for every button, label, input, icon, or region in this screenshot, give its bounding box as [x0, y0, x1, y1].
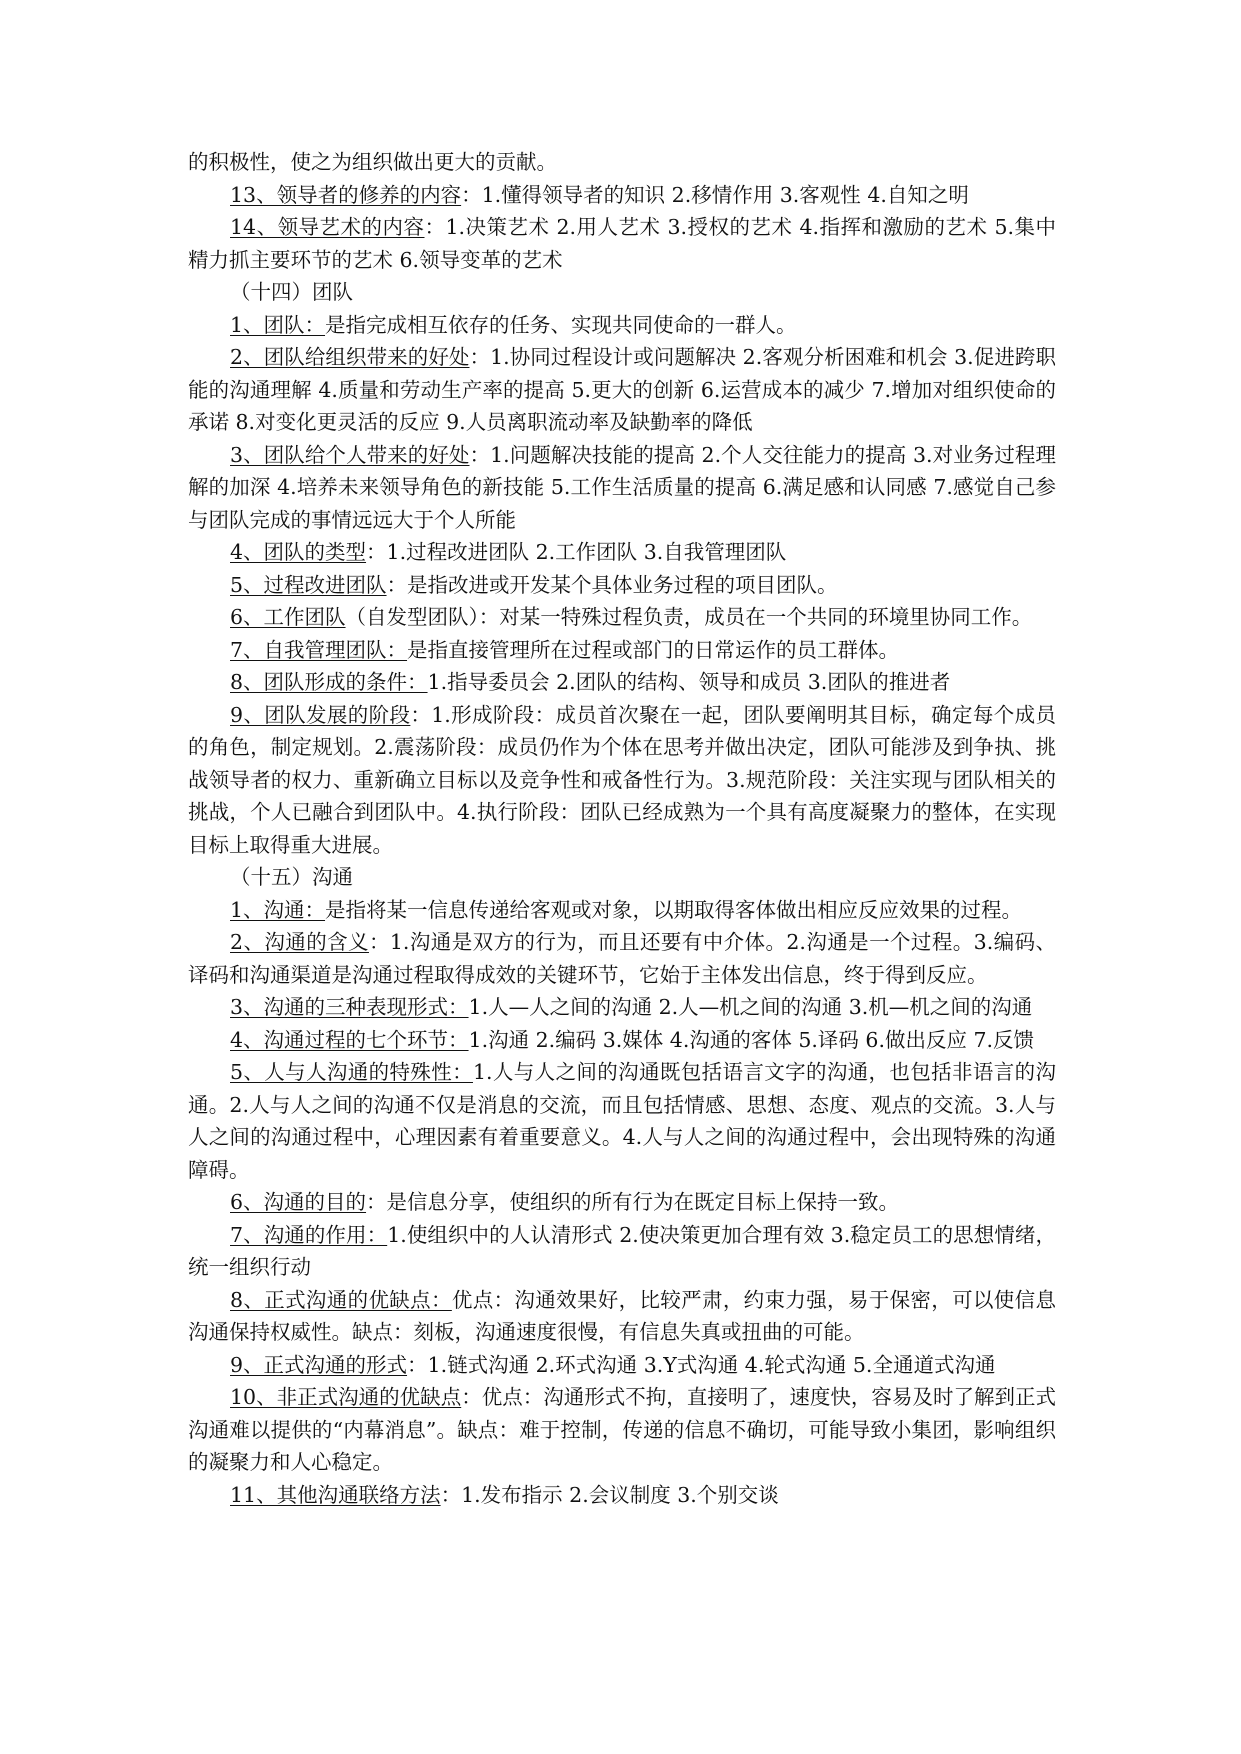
paragraph-text: （十四）团队: [230, 280, 353, 304]
section-heading: [188, 861, 1056, 894]
paragraph: [188, 1349, 1056, 1382]
section-heading: [188, 276, 1056, 309]
paragraph-term: 3、团队给个人带来的好处: [230, 442, 470, 467]
paragraph-text: 的积极性，使之为组织做出更大的贡献。: [188, 150, 557, 174]
paragraph: [188, 634, 1056, 667]
paragraph-term: 14、领导艺术的内容: [230, 215, 425, 239]
paragraph-term: 4、沟通过程的七个环节：: [230, 1027, 469, 1052]
paragraph: [188, 569, 1056, 602]
paragraph-text: 1.沟通 2.编码 3.媒体 4.沟通的客体 5.译码 6.做出反应 7.反馈: [468, 1027, 1035, 1052]
paragraph: [188, 666, 1056, 699]
paragraph-term: 3、沟通的三种表现形式：: [230, 995, 469, 1019]
paragraph: [188, 211, 1056, 276]
paragraph-text: ：是指改进或开发某个具体业务过程的项目团队。: [386, 572, 838, 597]
paragraph-text: 优点：沟通效果好，比较严肃，约束力强，易于保密，可以使信息沟通保持权威性。缺点：刻板，沟通速度很慢，有信息失真或扭曲的可能。: [188, 1287, 1057, 1344]
paragraph-text: 是指完成相互依存的任务、实现共同使命的一群人。: [325, 312, 797, 337]
paragraph: [188, 341, 1056, 439]
paragraph: [188, 146, 1056, 179]
paragraph-text: ：1.沟通是双方的行为，而且还要有中介体。2.沟通是一个过程。3.编码、译码和沟通渠道是沟通过程取得成效的关键环节，它始于主体发出信息，终于得到反应。: [188, 930, 1056, 987]
paragraph: [188, 1479, 1056, 1512]
paragraph-term: 13、领导者的修养的内容: [230, 182, 462, 207]
paragraph-term: 9、团队发展的阶段: [230, 702, 411, 727]
paragraph: [188, 1284, 1056, 1349]
paragraph-text: ：1.过程改进团队 2.工作团队 3.自我管理团队: [366, 540, 787, 564]
paragraph: [188, 1219, 1056, 1284]
paragraph-term: 1、团队：: [230, 312, 326, 337]
paragraph: [188, 309, 1056, 342]
paragraph-term: 4、团队的类型: [230, 540, 367, 564]
paragraph: [188, 1381, 1056, 1479]
paragraph: [188, 1056, 1056, 1186]
paragraph-text: ：优点：沟通形式不拘，直接明了，速度快，容易及时了解到正式沟通难以提供的“内幕消息”。缺点：难于控制，传递的信息不确切，可能导致小集团，影响组织的凝聚力和人心稳定。: [188, 1385, 1056, 1474]
paragraph-term: 11、其他沟通联络方法: [230, 1482, 441, 1507]
paragraph: [188, 926, 1056, 991]
paragraph-text: ：1.问题解决技能的提高 2.个人交往能力的提高 3.对业务过程理解的加深 4.培养未来领导角色的新技能 5.工作生活质量的提高 6.满足感和认同感 7.感觉自己参与团队完成的事情远远大于个人所能: [188, 442, 1056, 532]
paragraph-text: ：1.发布指示 2.会议制度 3.个别交谈: [440, 1482, 779, 1507]
paragraph-term: 2、沟通的含义: [230, 930, 369, 954]
paragraph-text: ：1.形成阶段：成员首次聚在一起，团队要阐明其目标，确定每个成员的角色，制定规划。2.震荡阶段：成员仍作为个体在思考并做出决定，团队可能涉及到争执、挑战领导者的权力、重新确立目标以及竞争性和戒备性行为。3.规范阶段：关注实现与团队相关的挑战，个人已融合到团队中。4.执行阶段：团队已经成熟为一个具有高度凝聚力的整体，在实现目标上取得重大进展。: [188, 702, 1057, 857]
paragraph-text: 1.使组织中的人认清形式 2.使决策更加合理有效 3.稳定员工的思想情绪，统一组织行动: [188, 1222, 1056, 1279]
paragraph: [188, 439, 1056, 537]
paragraph-term: 5、过程改进团队: [230, 572, 387, 597]
paragraph-term: 5、人与人沟通的特殊性：: [230, 1060, 473, 1084]
paragraph: [188, 536, 1056, 569]
paragraph-term: 7、沟通的作用：: [230, 1222, 388, 1247]
paragraph-term: 6、工作团队: [230, 605, 346, 629]
paragraph-text: 是指直接管理所在过程或部门的日常运作的员工群体。: [407, 637, 900, 662]
paragraph-term: 1、沟通：: [230, 897, 326, 922]
document-page: [188, 146, 1056, 1511]
paragraph: [188, 1024, 1056, 1057]
paragraph-term: 9、正式沟通的形式: [230, 1352, 408, 1377]
paragraph-term: 7、自我管理团队：: [230, 637, 408, 662]
paragraph-term: 10、非正式沟通的优缺点: [230, 1385, 462, 1409]
paragraph-text: 1.人—人之间的沟通 2.人—机之间的沟通 3.机—机之间的沟通: [468, 995, 1033, 1019]
paragraph: [188, 601, 1056, 634]
paragraph: [188, 894, 1056, 927]
paragraph-term: 8、团队形成的条件：: [230, 670, 428, 694]
paragraph: [188, 991, 1056, 1024]
paragraph-term: 8、正式沟通的优缺点：: [230, 1287, 452, 1312]
paragraph-text: 1.人与人之间的沟通既包括语言文字的沟通，也包括非语言的沟通。2.人与人之间的沟通不仅是消息的交流，而且包括情感、思想、态度、观点的交流。3.人与人之间的沟通过程中，心理因素有着重要意义。4.人与人之间的沟通过程中，会出现特殊的沟通障碍。: [188, 1060, 1057, 1182]
paragraph-text: ：是信息分享，使组织的所有行为在既定目标上保持一致。: [366, 1190, 900, 1214]
paragraph-text: ：1.协同过程设计或问题解决 2.客观分析困难和机会 3.促进跨职能的沟通理解 4.质量和劳动生产率的提高 5.更大的创新 6.运营成本的减少 7.增加对组织使命的承诺 8.对变化更灵活的反应 9.人员离职流动率及缺勤率的降低: [188, 345, 1056, 434]
paragraph-text: 是指将某一信息传递给客观或对象，以期取得客体做出相应反应效果的过程。: [325, 897, 1023, 922]
paragraph-text: ：1.链式沟通 2.环式沟通 3.Y式沟通 4.轮式沟通 5.全通道式沟通: [407, 1352, 996, 1377]
paragraph-text: （十五）沟通: [230, 865, 353, 889]
paragraph-text: （自发型团队）：对某一特殊过程负责，成员在一个共同的环境里协同工作。: [345, 605, 1033, 629]
paragraph-text: 1.指导委员会 2.团队的结构、领导和成员 3.团队的推进者: [427, 670, 951, 694]
paragraph-text: ：1.决策艺术 2.用人艺术 3.授权的艺术 4.指挥和激励的艺术 5.集中精力抓主要环节的艺术 6.领导变革的艺术: [188, 215, 1057, 272]
paragraph-term: 6、沟通的目的: [230, 1190, 367, 1214]
paragraph: [188, 699, 1056, 862]
paragraph: [188, 1186, 1056, 1219]
paragraph-term: 2、团队给组织带来的好处: [230, 345, 470, 369]
paragraph-text: ：1.懂得领导者的知识 2.移情作用 3.客观性 4.自知之明: [461, 182, 969, 207]
paragraph: [188, 179, 1056, 212]
